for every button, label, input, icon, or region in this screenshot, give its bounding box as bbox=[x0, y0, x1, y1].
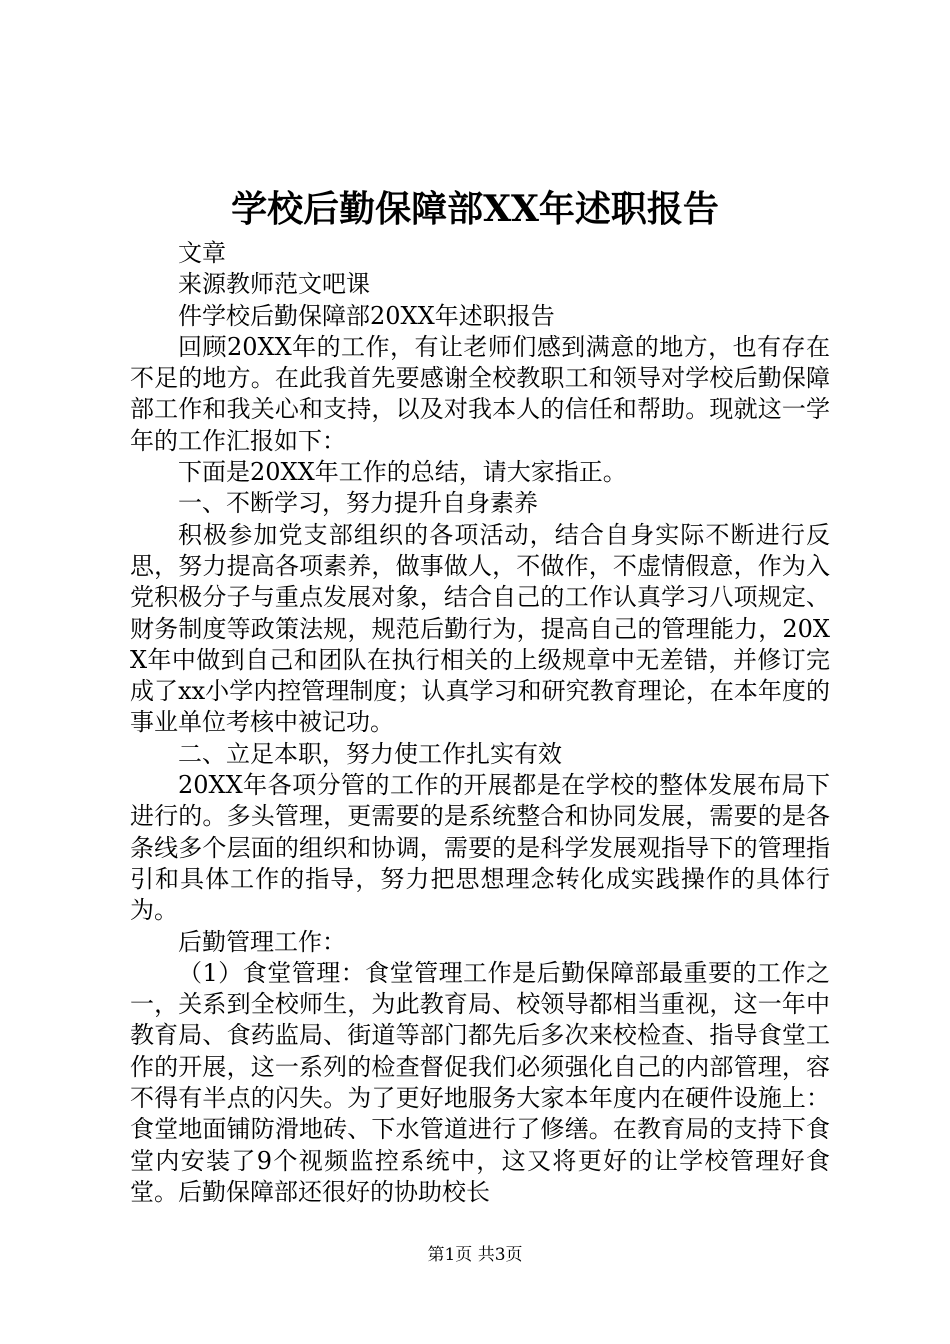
paragraph-canteen: （1）食堂管理：食堂管理工作是后勤保障部最重要的工作之一，关系到全校师生，为此教育局、校领导都相当重视，这一年中教育局、食药监局、街道等部门都先后多次来校检查、指导食堂工作的开展，这一系列的检查督促我们必须强化自己的内部管理，容不得有半点的闪失。为了更好地服务大家本年度内在硬件设施上：食堂地面铺防滑地砖、下水管道进行了修缮。在教育局的支持下食堂内安装了9个视频监控系统中，这又将更好的让学校管理好食堂。后勤保障部还很好的协助校长 bbox=[130, 958, 830, 1206]
paragraph-label-article: 文章 bbox=[178, 239, 226, 267]
paragraph-source: 来源教师范文吧课 bbox=[178, 270, 370, 299]
subsection-heading-logistics: 后勤管理工作： bbox=[178, 927, 346, 956]
paragraph-review: 回顾20XX年的工作，有让老师们感到满意的地方，也有存在不足的地方。在此我首先要感谢全校教职工和领导对学校后勤保障部工作和我关心和支持，以及对我本人的信任和帮助。现就这一学年的工作汇报如下： bbox=[130, 332, 830, 455]
paragraph-subtitle: 件学校后勤保障部20XX年述职报告 bbox=[178, 301, 555, 330]
page-footer: 第1页 共3页 bbox=[427, 1245, 523, 1265]
document-body bbox=[130, 238, 830, 1208]
paragraph-summary-intro: 下面是20XX年工作的总结，请大家指正。 bbox=[178, 458, 627, 487]
paragraph-section-1: 积极参加党支部组织的各项活动，结合自身实际不断进行反思，努力提高各项素养，做事做人，不做作，不虚情假意，作为入党积极分子与重点发展对象，结合自己的工作认真学习八项规定、财务制度等政策法规，规范后勤行为，提高自己的管理能力，20XX年中做到自己和团队在执行相关的上级规章中无差错，并修订完成了xx小学内控管理制度；认真学习和研究教育理论，在本年度的事业单位考核中被记功。 bbox=[130, 520, 830, 737]
section-heading-1: 一、不断学习，努力提升自身素养 bbox=[178, 489, 538, 518]
document-title: 学校后勤保障部XX年述职报告 bbox=[231, 188, 719, 230]
paragraph-section-2: 20XX年各项分管的工作的开展都是在学校的整体发展布局下进行的。多头管理，更需要的是系统整合和协同发展，需要的是各条线多个层面的组织和协调，需要的是科学发展观指导下的管理指引和具体工作的指导，努力把思想理念转化成实践操作的具体行为。 bbox=[130, 771, 830, 925]
section-heading-2: 二、立足本职，努力使工作扎实有效 bbox=[178, 739, 562, 768]
